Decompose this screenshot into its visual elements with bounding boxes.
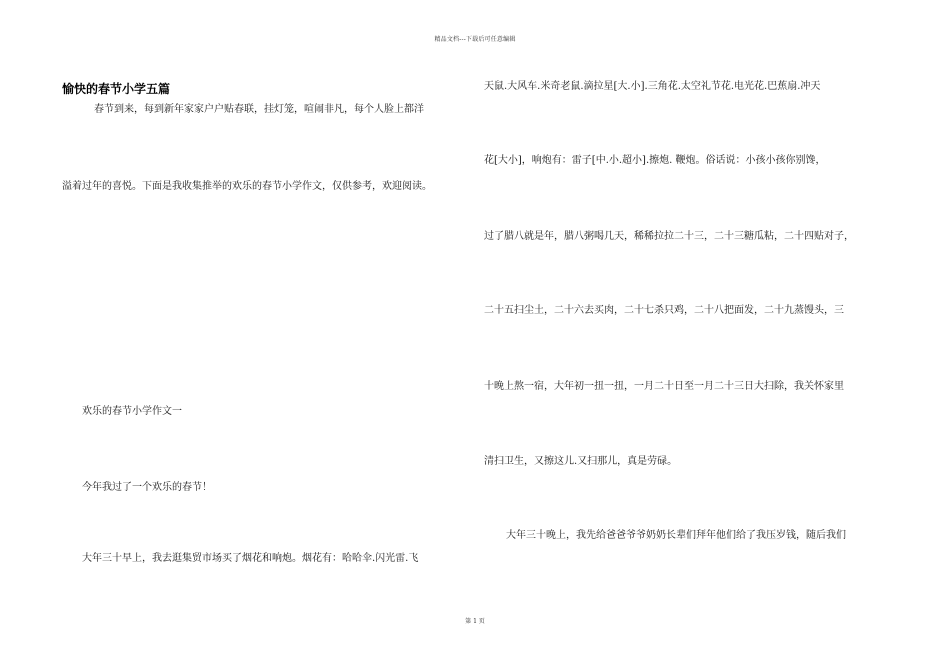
left-paragraph-line: 溢着过年的喜悦。下面是我收集推举的欢乐的春节小学作文，仅供参考，欢迎阅读。 (62, 181, 432, 192)
document-title: 愉快的春节小学五篇 (62, 82, 171, 96)
left-paragraph-line: 春节到来，每到新年家家户户贴春联，挂灯笼，喧闹非凡，每个人脸上都洋 (94, 104, 424, 115)
right-paragraph-line: 二十五扫尘土，二十六去买肉，二十七杀只鸡，二十八把面发，二十九蒸馒头，三 (484, 305, 844, 316)
right-paragraph-line: 清扫卫生，又擦这儿.又扫那儿，真是劳碌。 (484, 456, 678, 467)
page-header-note: 精品文档---下载后可任意编辑 (434, 36, 516, 43)
right-paragraph-line: 大年三十晚上，我先给爸爸爷爷奶奶长辈们拜年他们给了我压岁钱，随后我们 (506, 530, 846, 541)
right-paragraph-line: 天鼠.大风车.米奇老鼠.滴拉星[大.小].三角花.太空礼节花.电光花.巴蕉扇.冲天 (484, 81, 821, 92)
right-paragraph-line: 花[大小]，响炮有：雷子[中.小.超小].擦炮. 鞭炮。俗话说：小孩小孩你别馋， (484, 155, 826, 166)
section-heading: 欢乐的春节小学作文一 (82, 406, 182, 417)
page-number: 第 1 页 (465, 618, 485, 625)
left-paragraph-line: 大年三十早上，我去逛集贸市场买了烟花和响炮。烟花有：哈哈伞.闪光雷.飞 (82, 553, 419, 564)
right-paragraph-line: 十晚上熬一宿，大年初一扭一扭，一月二十日至一月二十三日大扫除，我关怀家里 (484, 381, 844, 392)
right-paragraph-line: 过了腊八就是年，腊八粥喝几天，稀稀拉拉二十三，二十三糖瓜粘，二十四贴对子， (484, 231, 854, 242)
left-paragraph-line: 今年我过了一个欢乐的春节！ (82, 482, 212, 493)
